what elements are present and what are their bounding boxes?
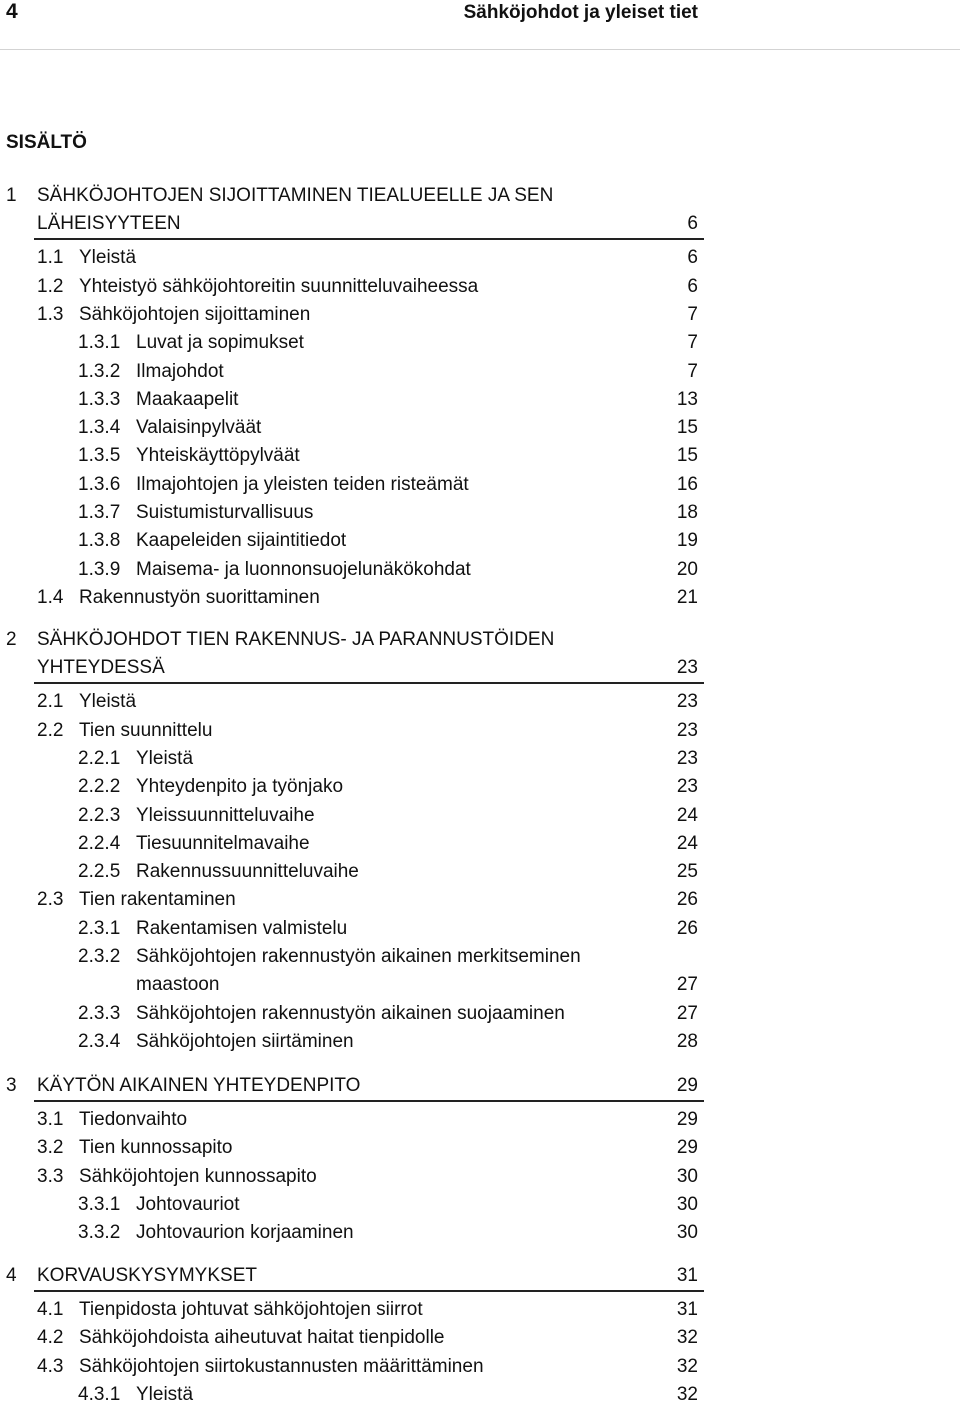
- toc-entry-title: Rakentamisen valmistelu: [136, 917, 348, 939]
- toc-page-number: 29: [676, 1109, 698, 1130]
- toc-entry-number: 1.3.6: [78, 473, 121, 495]
- chapter-rule: [34, 1290, 704, 1292]
- toc-entry-number: 2.3.2: [78, 946, 121, 967]
- toc-entry-number: 2.3: [37, 889, 64, 911]
- toc-entry: [78, 1030, 648, 1058]
- toc-page-number: 29: [676, 1075, 698, 1096]
- toc-entry-number: 2.2.5: [78, 861, 121, 883]
- toc-page-number: 24: [676, 804, 698, 826]
- toc-entry-number: 1: [6, 185, 17, 206]
- toc-entry-title: Tien rakentaminen: [79, 889, 236, 911]
- running-title: Sähköjohdot ja yleiset tiet: [463, 2, 698, 23]
- toc-entry-title: SÄHKÖJOHTOJEN SIJOITTAMINEN TIEALUEELLE JA SEN: [37, 185, 554, 206]
- toc-page-number: 30: [676, 1165, 698, 1187]
- toc-page-number: 15: [676, 445, 698, 467]
- toc-page-number: 6: [687, 247, 698, 269]
- toc-entry-title: Sähköjohtojen sijoittaminen: [79, 303, 311, 325]
- toc-chapter: [6, 1264, 648, 1292]
- toc-page-number: 20: [676, 558, 698, 580]
- toc-entry-number: 4.1: [37, 1299, 64, 1320]
- toc-entry: [78, 529, 648, 557]
- toc-entry: [37, 246, 648, 274]
- toc-entry: [37, 1355, 648, 1383]
- toc-entry-number: 2.3.1: [78, 917, 121, 939]
- toc-entry: [37, 586, 648, 614]
- toc-page-number: 29: [676, 1137, 698, 1159]
- toc-page-number: 19: [676, 530, 698, 552]
- toc-entry-number: 1.3: [37, 303, 64, 325]
- toc-entry: [78, 917, 648, 945]
- toc-page-number: 31: [676, 1265, 698, 1286]
- toc-entry-number: 3.3.1: [78, 1193, 121, 1215]
- toc-entry-number: 3.3: [37, 1165, 64, 1187]
- toc-entry: [37, 1165, 648, 1193]
- toc-page-number: 23: [676, 657, 698, 679]
- toc-entry-title: Rakennustyön suorittaminen: [79, 586, 320, 608]
- toc-entry: [78, 832, 648, 860]
- toc-entry: [78, 501, 648, 529]
- toc-entry-number: 1.3.7: [78, 502, 121, 523]
- toc-entry-title: Yleistä: [79, 247, 137, 269]
- toc-page-number: 6: [687, 275, 698, 297]
- toc-entry: [37, 690, 648, 718]
- toc-entry-number: 3.3.2: [78, 1222, 121, 1244]
- toc-entry: [37, 275, 648, 303]
- toc-page-number: 31: [676, 1299, 698, 1320]
- page-number: 4: [6, 0, 18, 23]
- toc-entry-number: 3.2: [37, 1137, 64, 1159]
- toc-page-number: 32: [676, 1355, 698, 1377]
- toc-entry-title: Sähköjohdoista aiheutuvat haitat tienpidolle: [79, 1327, 445, 1349]
- toc-entry-title: Sähköjohtojen siirtokustannusten määrittäminen: [79, 1355, 484, 1377]
- toc-entry-number: 2.2.3: [78, 804, 121, 826]
- toc-entry-title: maastoon: [136, 974, 220, 996]
- chapter-rule: [34, 238, 704, 240]
- toc-entry-number: 1.3.9: [78, 558, 121, 580]
- toc-page-number: 27: [676, 1002, 698, 1024]
- toc-entry-number: 4.3.1: [78, 1383, 121, 1405]
- toc-entry-number: 3: [6, 1075, 17, 1096]
- toc-entry-title: Johtovaurion korjaaminen: [136, 1222, 354, 1244]
- toc-page-number: 7: [687, 303, 698, 325]
- toc-entry-number: 1.1: [37, 247, 64, 269]
- toc-entry-number: 1.3.4: [78, 417, 121, 439]
- toc-entry-title: Yleissuunnitteluvaihe: [136, 804, 315, 826]
- toc-entry-title: Luvat ja sopimukset: [136, 332, 304, 354]
- toc-entry-title: Sähköjohtojen rakennustyön aikainen merkitseminen: [136, 946, 581, 967]
- toc-entry-number: 4.2: [37, 1327, 64, 1349]
- toc-entry-title: KÄYTÖN AIKAINEN YHTEYDENPITO: [37, 1075, 361, 1096]
- toc-entry-title: Tien kunnossapito: [79, 1137, 233, 1159]
- toc-entry-title: Rakennussuunnitteluvaihe: [136, 861, 359, 883]
- toc-entry-number: 3.1: [37, 1109, 64, 1130]
- toc-chapter: [6, 1074, 648, 1102]
- toc-entry: [78, 388, 648, 416]
- toc-entry-title: SÄHKÖJOHDOT TIEN RAKENNUS- JA PARANNUSTÖIDEN: [37, 629, 555, 650]
- toc-page-number: 28: [676, 1030, 698, 1052]
- toc-entry-number: 4.3: [37, 1355, 64, 1377]
- toc-entry: [37, 1326, 648, 1354]
- toc-page-number: 23: [676, 691, 698, 713]
- toc-page-number: 23: [676, 719, 698, 741]
- toc-entry: [37, 1136, 648, 1164]
- toc-chapter: [6, 628, 648, 685]
- toc-entry: [78, 747, 648, 775]
- toc-entry: [78, 804, 648, 832]
- toc-entry: [78, 1383, 648, 1411]
- toc-entry-title: Maisema- ja luonnonsuojelunäkökohdat: [136, 558, 471, 580]
- toc-entry-number: 2.3.4: [78, 1030, 121, 1052]
- toc-entry-title: Suistumisturvallisuus: [136, 502, 314, 523]
- toc-page-number: 25: [676, 861, 698, 883]
- toc-page-number: 15: [676, 417, 698, 439]
- toc-page-number: 6: [687, 213, 698, 235]
- toc-entry: [78, 775, 648, 803]
- chapter-rule: [34, 1100, 704, 1102]
- toc-page-number: 13: [676, 388, 698, 410]
- toc-entry-number: 1.4: [37, 586, 64, 608]
- toc-title: SISÄLTÖ: [6, 132, 87, 153]
- toc-entry-number: 2.2.2: [78, 776, 121, 798]
- toc-entry-title: Johtovauriot: [136, 1193, 240, 1215]
- toc-entry-title: Yhteiskäyttöpylväät: [136, 445, 300, 467]
- toc-entry: [78, 416, 648, 444]
- toc-entry-title: Kaapeleiden sijaintitiedot: [136, 530, 347, 552]
- toc-entry-title: Sähköjohtojen siirtäminen: [136, 1030, 354, 1052]
- toc-entry-number: 1.3.3: [78, 388, 121, 410]
- toc-page-number: 21: [676, 586, 698, 608]
- toc-entry-title: KORVAUSKYSYMYKSET: [37, 1265, 257, 1286]
- toc-page-number: 7: [687, 360, 698, 382]
- toc-entry-number: 2.1: [37, 691, 64, 713]
- toc-page-number: 23: [676, 776, 698, 798]
- toc-entry: [78, 945, 648, 1002]
- toc-entry-number: 1.2: [37, 275, 64, 297]
- toc-page-number: 18: [676, 502, 698, 523]
- toc-page-number: 30: [676, 1193, 698, 1215]
- toc-entry-title: LÄHEISYYTEEN: [37, 213, 181, 235]
- toc-entry-number: 2.2: [37, 719, 64, 741]
- toc-page-number: 32: [676, 1383, 698, 1405]
- toc-entry-title: Tien suunnittelu: [79, 719, 213, 741]
- toc-page-number: 16: [676, 473, 698, 495]
- toc-entry-number: 2.2.1: [78, 747, 121, 769]
- toc-entry-title: Yleistä: [136, 747, 194, 769]
- toc-entry: [37, 719, 648, 747]
- toc-entry-number: 2: [6, 629, 17, 650]
- toc-entry-number: 1.3.8: [78, 530, 121, 552]
- toc-entry: [37, 303, 648, 331]
- toc-entry-number: 2.3.3: [78, 1002, 121, 1024]
- toc-entry-number: 2.2.4: [78, 832, 121, 854]
- toc-entry-number: 1.3.5: [78, 445, 121, 467]
- toc-entry: [78, 331, 648, 359]
- toc-page-number: 23: [676, 747, 698, 769]
- toc-entry-title: Ilmajohtojen ja yleisten teiden risteämät: [136, 473, 469, 495]
- toc-entry-title: Valaisinpylväät: [136, 417, 262, 439]
- toc-entry-number: 1.3.2: [78, 360, 121, 382]
- toc-entry: [37, 1298, 648, 1326]
- toc-entry: [78, 360, 648, 388]
- chapter-rule: [34, 682, 704, 684]
- toc-page-number: 30: [676, 1222, 698, 1244]
- toc-entry-title: Ilmajohdot: [136, 360, 224, 382]
- toc-page-number: 26: [676, 889, 698, 911]
- toc-entry: [37, 1108, 648, 1136]
- toc-entry: [78, 1193, 648, 1221]
- toc-page-number: 24: [676, 832, 698, 854]
- toc-entry-number: 1.3.1: [78, 332, 121, 354]
- toc-page-number: 27: [676, 974, 698, 996]
- toc-page-number: 32: [676, 1327, 698, 1349]
- toc-entry-number: 4: [6, 1265, 17, 1286]
- toc-chapter: [6, 184, 648, 241]
- toc-entry-title: Tiesuunnitelmavaihe: [136, 832, 310, 854]
- toc-entry-title: Yhteistyö sähköjohtoreitin suunnitteluvaiheessa: [79, 275, 479, 297]
- toc-entry-title: Yleistä: [79, 691, 137, 713]
- toc-entry: [78, 1002, 648, 1030]
- toc-entry: [78, 1221, 648, 1249]
- toc-entry-title: YHTEYDESSÄ: [37, 657, 165, 679]
- toc-entry: [78, 473, 648, 501]
- toc-entry: [78, 444, 648, 472]
- toc-entry-title: Tienpidosta johtuvat sähköjohtojen siirrot: [79, 1299, 423, 1320]
- toc-entry-title: Maakaapelit: [136, 388, 239, 410]
- toc-entry: [37, 888, 648, 916]
- toc-entry-title: Tiedonvaihto: [79, 1109, 188, 1130]
- toc-entry-title: Yleistä: [136, 1383, 194, 1405]
- toc-page-number: 26: [676, 917, 698, 939]
- toc-entry-title: Yhteydenpito ja työnjako: [136, 776, 344, 798]
- toc-page-number: 7: [687, 332, 698, 354]
- toc-entry: [78, 860, 648, 888]
- toc-entry: [78, 558, 648, 586]
- toc-entry-title: Sähköjohtojen kunnossapito: [79, 1165, 317, 1187]
- toc-entry-title: Sähköjohtojen rakennustyön aikainen suojaaminen: [136, 1002, 565, 1024]
